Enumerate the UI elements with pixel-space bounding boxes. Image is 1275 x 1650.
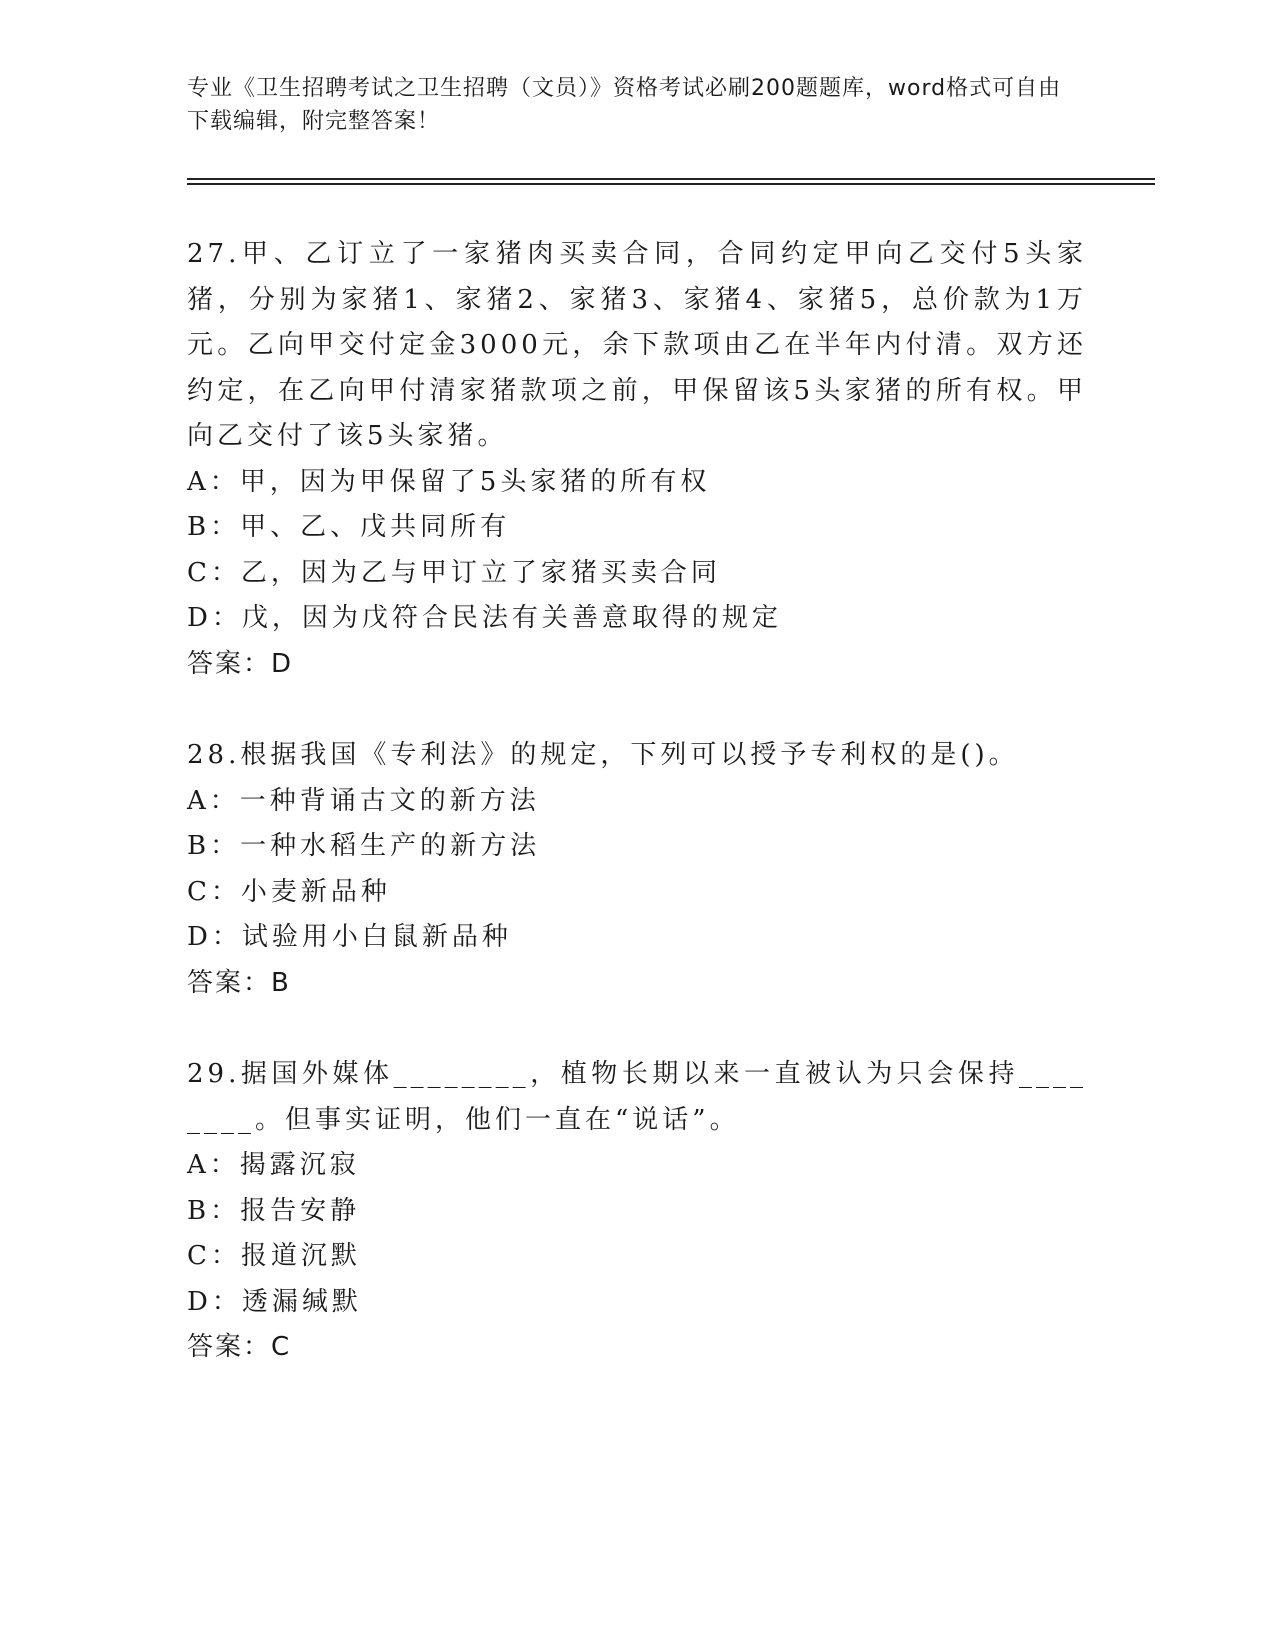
option-b: B：一种水稻生产的新方法 [187,831,541,861]
option-a: A：甲，因为甲保留了5头家猪的所有权 [187,466,711,497]
question-stem: 28.根据我国《专利法》的规定，下列可以授予专利权的是()。 [187,740,1019,770]
option-b: B：报告安静 [187,1195,361,1226]
answer-line: 答案：B [187,967,291,998]
header-divider-top [187,178,1155,180]
question-list [187,232,1087,1417]
option-d: D：试验用小白鼠新品种 [187,922,512,952]
option-a: A：揭露沉寂 [187,1150,360,1180]
question-28 [187,733,1087,1006]
option-a: A：一种背诵古文的新方法 [187,785,540,816]
question-29 [187,1052,1087,1371]
option-c: C：报道沉默 [187,1241,361,1271]
answer-line: 答案：C [187,1332,292,1362]
option-c: C：乙，因为乙与甲订立了家猪买卖合同 [187,557,721,588]
option-c: C：小麦新品种 [187,876,391,907]
header-divider-bottom [187,183,1155,185]
option-d: D：戊，因为戊符合民法有关善意取得的规定 [187,603,782,633]
option-b: B：甲、乙、戊共同所有 [187,512,511,542]
document-header: 专业《卫生招聘考试之卫生招聘（文员）》资格考试必刷200题题库，word格式可自由下载编辑，附完整答案！ [187,76,1062,134]
option-d: D：透漏缄默 [187,1286,362,1317]
question-stem: 29.据国外媒体________，植物长期以来一直被认为只会保持________。但事实证明，他们一直在“说话”。 [187,1059,1087,1135]
question-stem: 27.甲、乙订立了一家猪肉买卖合同，合同约定甲向乙交付5头家猪，分别为家猪1、家猪2、家猪3、家猪4、家猪5，总价款为1万元。乙向甲交付定金3000元，余下款项由乙在半年内付清。双方还约定，在乙向甲付清家猪款项之前，甲保留该5头家猪的所有权。甲向乙交付了该5头家猪。 [187,239,1087,451]
answer-line: 答案：D [187,648,294,679]
question-27 [187,232,1087,687]
